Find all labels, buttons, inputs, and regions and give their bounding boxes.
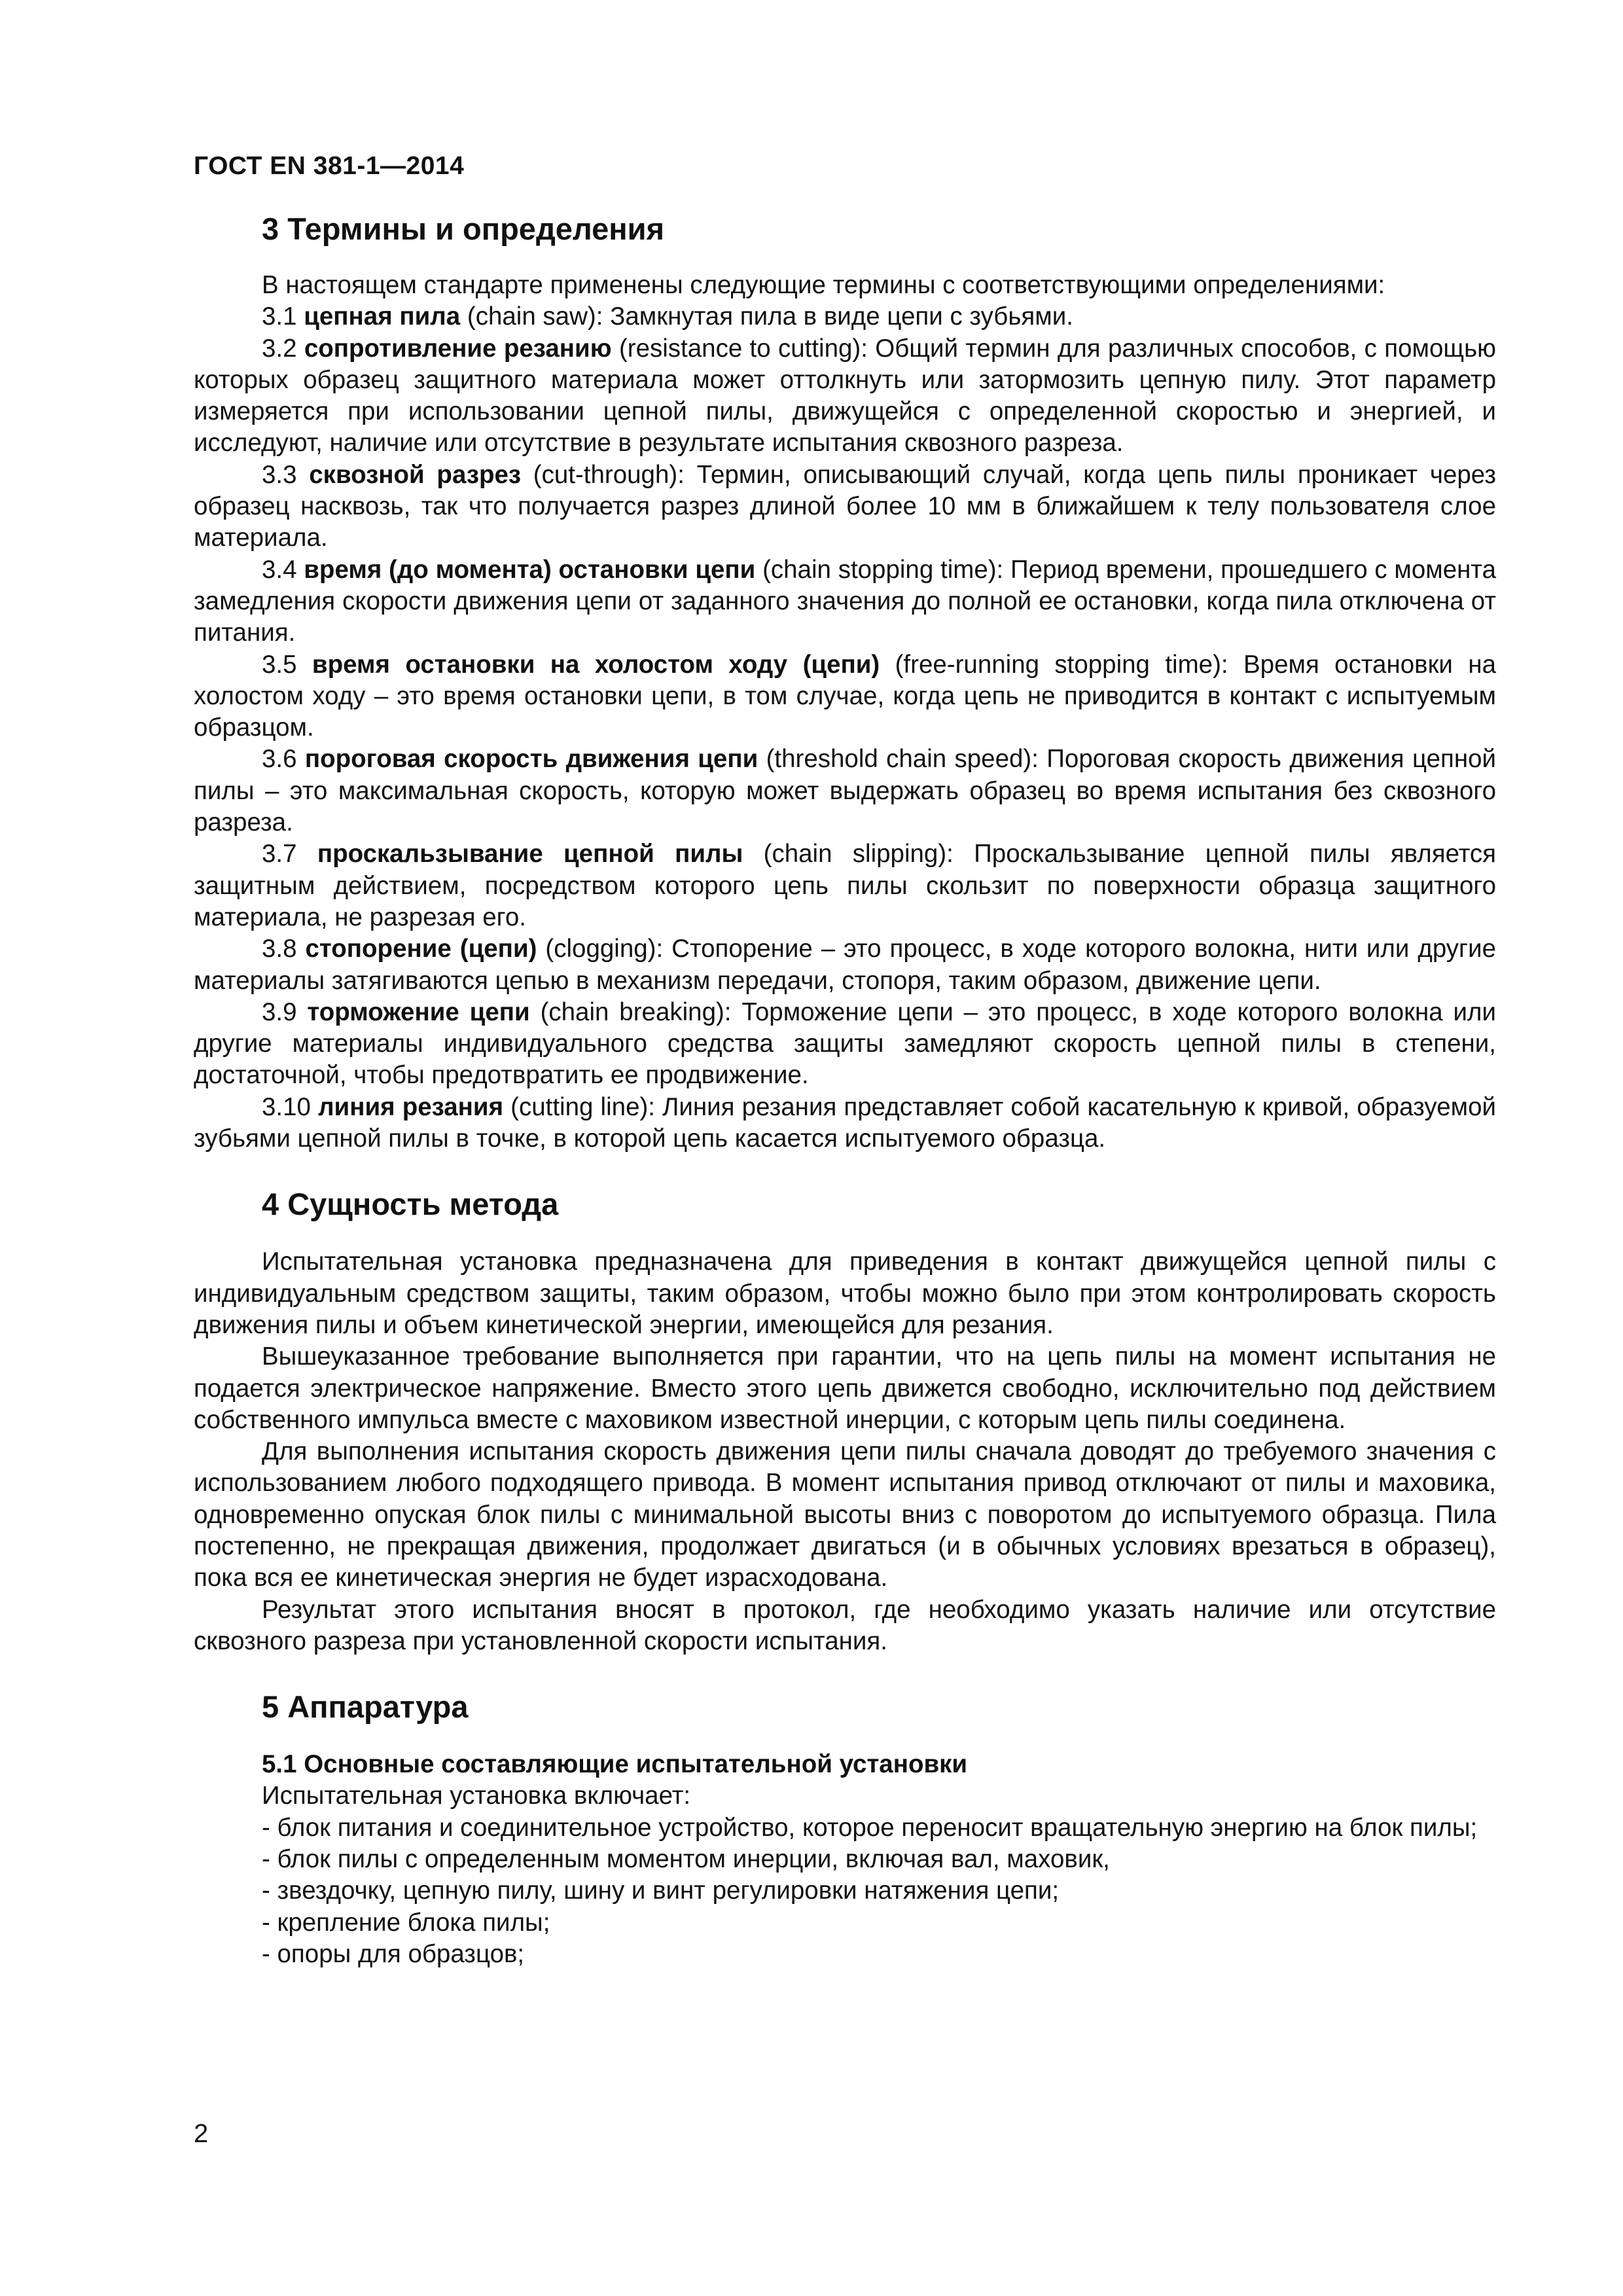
- term-name: сопротивление резанию: [304, 334, 612, 363]
- apparatus-list-item: - опоры для образцов;: [262, 1939, 525, 1968]
- term-definition: (free-running stopping time): Время остановки на холостом ходу – это время остановки цепи, в том случае, когда цепь не приводится в контакт с испытуемым образцом.: [194, 650, 1496, 742]
- term-number: 3.9: [262, 997, 308, 1026]
- term-name: время (до момента) остановки цепи: [304, 555, 756, 584]
- section-5-title: 5 Аппаратура: [262, 1689, 469, 1725]
- page-content: [194, 209, 1496, 1970]
- apparatus-list-item: - блок пилы с определенным моментом инерции, включая вал, маховик,: [262, 1845, 1110, 1874]
- section-spacer: [194, 1727, 1496, 1749]
- term-3-9: [194, 997, 1496, 1092]
- term-number: 3.10: [262, 1092, 319, 1121]
- term-number: 3.3: [262, 460, 310, 489]
- term-definition: (resistance to cutting): Общий термин для различных способов, с помощью которых образец защитного материала может оттолкнуть или затормозить цепную пилу. Этот параметр измеряется при использовании цепной пилы, движущейся с определенной скоростью и энергией, и исследуют, наличие или отсутствие в результате испытания сквозного разреза.: [194, 334, 1497, 457]
- term-definition: (cut-through): Термин, описывающий случай, когда цепь пилы проникает через образец насквозь, так что получается разрез длиной более 10 мм в ближайшем к телу пользователя слое материала.: [194, 460, 1496, 552]
- term-3-8: [194, 933, 1496, 997]
- apparatus-list-item: - крепление блока пилы;: [262, 1908, 550, 1937]
- section-spacer: [194, 1155, 1496, 1185]
- term-3-5: [194, 649, 1496, 744]
- section-4-paragraph: Для выполнения испытания скорость движения цепи пилы сначала доводят до требуемого значения с использованием любого подходящего привода. В момент испытания привод отключают от пилы и маховика, одновременно опуская блок пилы с минимальной высоты вниз с поворотом до испытуемого образца. Пила постепенно, не прекращая движения, продолжает двигаться (и в обычных условиях врезаться в образец), пока вся ее кинетическая энергия не будет израсходована.: [194, 1437, 1496, 1592]
- term-definition: (chain breaking): Торможение цепи – это процесс, в ходе которого волокна или другие материалы индивидуального средства защиты замедляют скорость цепной пилы в степени, достаточной, чтобы предотвратить ее продвижение.: [194, 997, 1496, 1090]
- term-name: сквозной разрез: [309, 460, 522, 489]
- term-name: пороговая скорость движения цепи: [304, 745, 758, 774]
- term-number: 3.6: [262, 745, 305, 774]
- document-id-header: ГОСТ EN 381-1—2014: [194, 152, 465, 180]
- section-4-paragraph: Результат этого испытания вносят в протокол, где необходимо указать наличие или отсутствие сквозного разреза при установленной скорости испытания.: [194, 1595, 1496, 1655]
- term-3-2: [194, 333, 1496, 459]
- term-number: 3.8: [262, 935, 306, 963]
- term-name: цепная пила: [304, 302, 461, 331]
- term-3-4: [194, 554, 1496, 649]
- term-definition: (chain slipping): Проскальзывание цепной пилы является защитным действием, посредством которого цепь пилы скользит по поверхности образца защитного материала, не разрезая его.: [194, 840, 1496, 931]
- section-spacer: [194, 1224, 1496, 1246]
- term-3-7: [194, 838, 1496, 933]
- term-number: 3.1: [262, 302, 304, 331]
- term-3-6: [194, 744, 1496, 838]
- term-name: линия резания: [318, 1092, 504, 1121]
- apparatus-lead: Испытательная установка включает:: [262, 1782, 691, 1810]
- section-4-title: 4 Сущность метода: [262, 1187, 559, 1222]
- term-name: время остановки на холостом ходу (цепи): [312, 650, 880, 679]
- subsection-5-1-title: 5.1 Основные составляющие испытательной установки: [262, 1750, 968, 1779]
- page-number: 2: [194, 2119, 209, 2148]
- term-definition: (chain stopping time): Период времени, прошедшего с момента замедления скорости движения цепи от заданного значения до полной ее остановки, когда пила отключена от питания.: [194, 555, 1496, 647]
- section-4-paragraph: Вышеуказанное требование выполняется при гарантии, что на цепь пилы на момент испытания не подается электрическое напряжение. Вместо этого цепь движется свободно, исключительно под действием собственного импульса вместе с маховиком известной инерции, с которым цепь пилы соединена.: [194, 1342, 1496, 1434]
- term-name: проскальзывание цепной пилы: [317, 840, 743, 869]
- term-number: 3.7: [262, 840, 317, 869]
- term-3-3: [194, 459, 1496, 554]
- term-number: 3.4: [262, 555, 304, 584]
- term-definition: (clogging): Стопорение – это процесс, в ходе которого волокна, нити или другие материалы затягиваются цепью в механизм передачи, стопоря, таким образом, движение цепи.: [194, 935, 1497, 995]
- term-3-1: [194, 301, 1496, 332]
- section-3-intro: В настоящем стандарте применены следующие термины с соответствующими определениями:: [262, 271, 1385, 299]
- term-definition: (cutting line): Линия резания представляет собой касательную к кривой, образуемой зубьями цепной пилы в точке, в которой цепь касается испытуемого образца.: [194, 1092, 1496, 1153]
- term-number: 3.2: [262, 334, 304, 363]
- section-3-title: 3 Термины и определения: [262, 211, 664, 246]
- term-definition: (chain saw): Замкнутая пила в виде цепи с зубьями.: [460, 302, 1073, 331]
- apparatus-list-item: - блок питания и соединительное устройство, которое переносит вращательную энергию на блок пилы;: [262, 1813, 1478, 1842]
- term-3-10: [194, 1092, 1496, 1155]
- section-4-paragraph: Испытательная установка предназначена для приведения в контакт движущейся цепной пилы с индивидуальным средством защиты, таким образом, чтобы можно было при этом контролировать скорость движения пилы и объем кинетической энергии, имеющейся для резания.: [194, 1247, 1496, 1339]
- term-definition: (threshold chain speed): Пороговая скорость движения цепной пилы – это максимальная скорость, которую может выдержать образец во время испытания без сквозного разреза.: [194, 745, 1497, 837]
- term-name: стопорение (цепи): [305, 935, 537, 963]
- term-number: 3.5: [262, 650, 312, 679]
- apparatus-list-item: - звездочку, цепную пилу, шину и винт регулировки натяжения цепи;: [262, 1876, 1060, 1905]
- term-name: торможение цепи: [307, 997, 530, 1026]
- section-spacer: [194, 1657, 1496, 1687]
